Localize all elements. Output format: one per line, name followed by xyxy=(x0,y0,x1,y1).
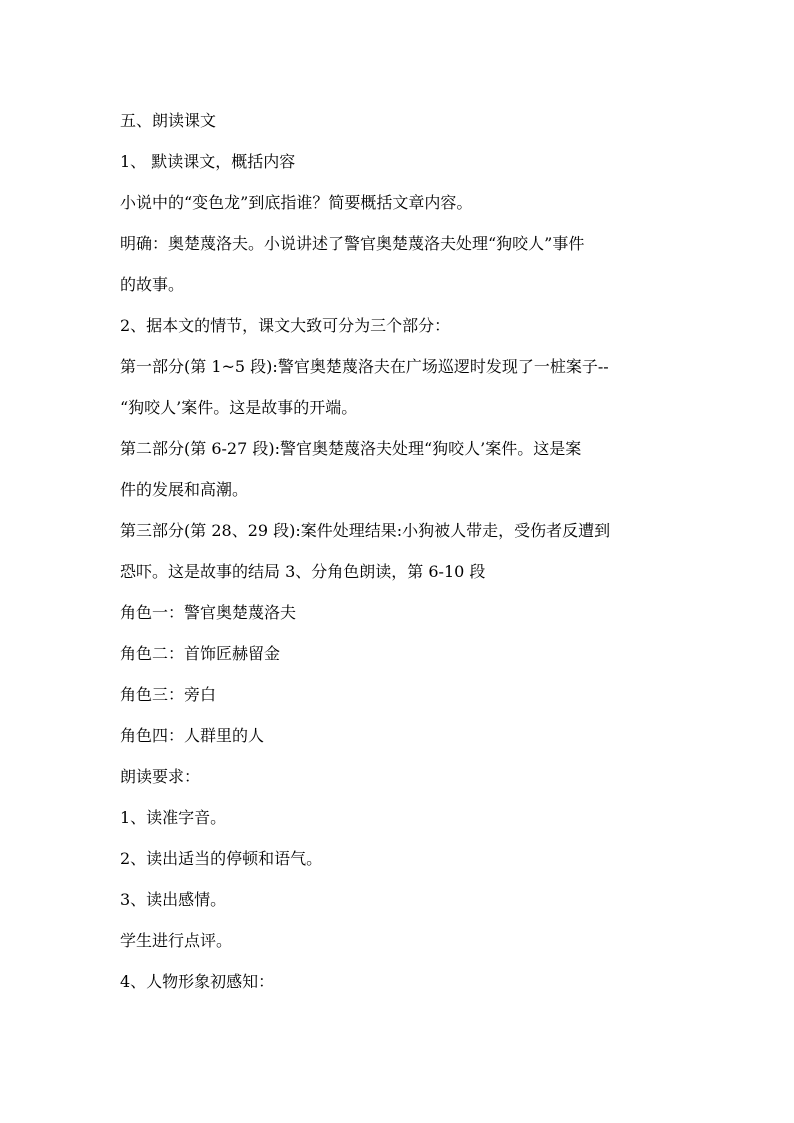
subheading: 4、人物形象初感知： xyxy=(120,972,275,991)
paragraph-line: 的故事。 xyxy=(120,275,185,294)
subheading: 2、据本文的情节，课文大致可分为三个部分： xyxy=(120,316,451,335)
role-line: 角色四：人群里的人 xyxy=(120,726,265,745)
requirement-item: 1、读准字音。 xyxy=(120,808,227,827)
requirement-item: 2、读出适当的停顿和语气。 xyxy=(120,849,323,868)
paragraph-line: 恐吓。这是故事的结局 3、分角色朗读，第 6-10 段 xyxy=(120,562,486,581)
document-body xyxy=(120,100,680,1002)
subheading: 1、 默读课文，概括内容 xyxy=(120,152,296,171)
paragraph-line: 第三部分(第 28、29 段):案件处理结果:小狗被人带走，受伤者反遭到 xyxy=(120,521,611,540)
paragraph-line: 第一部分(第 1~5 段):警官奥楚蔑洛夫在广场巡逻时发现了一桩案子-- xyxy=(120,357,609,376)
paragraph-line: 小说中的“变色龙”到底指谁？简要概括文章内容。 xyxy=(120,193,473,212)
section-heading: 五、朗读课文 xyxy=(120,111,217,130)
paragraph-line: 件的发展和高潮。 xyxy=(120,480,249,499)
role-line: 角色一：警官奥楚蔑洛夫 xyxy=(120,603,297,622)
requirements-heading: 朗读要求： xyxy=(120,767,201,786)
role-line: 角色三：旁白 xyxy=(120,685,217,704)
paragraph-line: “狗咬人’案件。这是故事的开端。 xyxy=(120,398,358,417)
paragraph-line: 明确：奥楚蔑洛夫。小说讲述了警官奥楚蔑洛夫处理“狗咬人”事件 xyxy=(120,234,585,253)
paragraph-line: 第二部分(第 6-27 段):警官奥楚蔑洛夫处理“狗咬人’案件。这是案 xyxy=(120,439,582,458)
paragraph-line: 学生进行点评。 xyxy=(120,931,233,950)
requirement-item: 3、读出感情。 xyxy=(120,890,227,909)
role-line: 角色二：首饰匠赫留金 xyxy=(120,644,281,663)
